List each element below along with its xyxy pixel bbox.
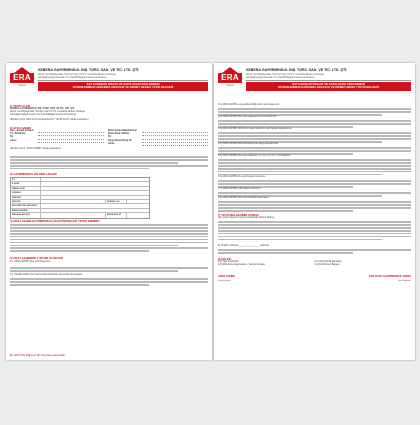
section-property: 3) GAYRİMENKULÜN ÖZELLİKLERİ [10, 172, 57, 176]
clause-6-4: 6.4) ARSA SAHİBİ, ERA tarafından işbu belge kapsamında [218, 143, 278, 145]
owner-field-row: Adres [10, 143, 208, 146]
clause-6-6: 6.6) ARSA SAHİBİ işbu yetki belgesi süresince [218, 176, 266, 178]
clause-6-8: 6.8) ARSA SAHİBİ, ERA Hizmet Bedeli ödemesini [218, 197, 269, 199]
clause-6-5: 6.5) ARSA SAHİBİ işbu yetki belgesinin 4.1, 4.2, 4.3, 4.4, 4.5 maddeleri [218, 155, 291, 157]
clause-6-1: 6.1) ARSA SAHİBİ veya yetkilendirdiği şahıs yetki belgesinin [218, 104, 280, 106]
owner-field-row: İsim - Soyadı (Ünvan) Şirket Adresi/Vekaletli Kişi [10, 130, 208, 133]
header-divider [246, 80, 411, 81]
paragraph-block [218, 248, 411, 255]
table-row: İLÇESİ [11, 182, 149, 186]
company-email: sebera@eragayrimenkul.com www.ERAgayrimenkul.com/sebera [246, 76, 315, 79]
era-logo: ERA Sebera [218, 67, 242, 89]
page-footer: Bu: ERA Ofisi Bağımsız Bir Franchise İşletmesidir [10, 354, 66, 357]
owner-signature-label: ARSA SAHİBİ [218, 275, 235, 278]
document-page-2 [214, 63, 415, 360]
agency-signature-label: ERA KUZU GAYRİMENKUL ADINA [369, 275, 411, 278]
paragraph-block [218, 200, 411, 213]
section-authorized: 1) YETKİ ALAN SEBERA GAYRİMENKUL İNŞ. TURZ. SAN. VE TİC. LTD. ŞTİ. Adres: Cevizlipaşa Mah. Hürriyet Cad. No:7/1 Yenisahra Merkez Çankaya sebera@eragayrimenkul.com www.ERAgayrimenkul.com/sebera (Bundan sonra "ERA Kuzu Gayrimenkul'ün / YETKİ ALAN" olarak anılacaktır.) [10, 104, 89, 121]
attachment-row: 9.3) ERA Kuzu Gayrimenkul - Tanıtım Dosyası 9.4) İmar Durum Belgesi [218, 264, 340, 267]
table-row: İMAR DURUMU [11, 209, 149, 213]
document-page-1 [6, 63, 212, 360]
header-divider [38, 80, 208, 81]
paragraph-block [10, 266, 208, 273]
clause-6-2: 6.2) ARSA SAHİBİ işbu yetki belgesinin konusu taşınmazı [218, 116, 277, 118]
table-row: ADA NO PARSEL NO [11, 200, 149, 204]
company-address: Adres: Cevizlipaşa Mah. Hürriyet Cad. No:7/1 Yenisahra Merkez Çankaya [38, 73, 116, 76]
clause-6-7: 6.7) ARSA SAHİBİ yetki belgesi süresince [218, 188, 261, 190]
owner-signature-field[interactable]: İsim Soyisim: [218, 280, 231, 282]
table-row: ARSA ALANI (M²) ARSA NET M² [11, 213, 149, 217]
paragraph-block [218, 158, 411, 177]
company-address: Adres: Cevizlipaşa Mah. Hürriyet Cad. No:7/1 Yenisahra Merkez Çankaya [246, 73, 324, 76]
page-header [214, 63, 415, 103]
owner-field-row: Adres Vergi Dairesi/Vergi No [10, 140, 208, 143]
document-title: KAT KARŞILIĞI İNŞAAT VE SATIŞ VAADİ SÖZLEŞMESİ DÜZENLENMESİ HAKKINDA ARACILIK VE HİZMET BEDELİ YETKİ BELGESİ [38, 82, 208, 91]
era-logo: ERA Sebera [10, 67, 34, 89]
page-header [6, 63, 212, 103]
section-land-owner: 2) AYKA SAHİBİ İsim - Soyadı (Ünvan) Şirket Adresi/Vekaletli Kişi T.C. Kimlik No Şirket İmza Yetkilisi Tel Tel Adres Vergi Dairesi/Vergi No Adres (Bundan sonra "ARSA SAHİBİ" olarak anılacaktır.) [10, 126, 208, 151]
owner-field-row: T.C. Kimlik No Şirket İmza Yetkilisi [10, 133, 208, 136]
company-email: sebera@eragayrimenkul.com www.ERAgayrimenkul.com/sebera [38, 76, 107, 79]
owner-field-row: Tel Tel [10, 136, 208, 139]
table-row: BULUNDUĞU BÖLGESİ [11, 204, 149, 208]
attachment-row: 9.1) Tapu Fotokopisi 9.2) Vergi Kimlik Numarası [218, 261, 342, 263]
paragraph-block [10, 155, 208, 171]
paragraph-block [218, 131, 411, 144]
paragraph-block [218, 220, 411, 242]
section-attachments: 9) EKLER 9.1) Tapu Fotokopisi 9.2) Vergi Kimlik Numarası 9.3) ERA Kuzu Gayrimenkul - Tanıtım Dosyası 9.4) İmar Durum Belgesi [218, 257, 411, 267]
paragraph-block [10, 223, 208, 253]
paragraph-block [10, 277, 208, 287]
clause-6-3: 6.3) ARSA SAHİBİ, ERA Kuzu Gayrimenkul'ün yetki belgesi kapsamında [218, 128, 292, 130]
company-name: SEBERA GAYRİMENKUL İNŞ. TURZ. SAN. VE TİC. LTD. ŞTİ. [246, 68, 348, 72]
signature-headings [218, 275, 411, 278]
clause-5-2: 5.2. Tarafları ERA Kuzu Gayrimenkul tarafından tanıştırılan arsa payları [10, 274, 83, 276]
table-row: PAFTASI [11, 196, 149, 200]
property-table [10, 177, 150, 219]
section-authorization: 4) ARSA SAHİBİ GAYRİMENKULÜN SATIŞ/İNŞAATI YETKİLENDİRİR [10, 219, 100, 223]
signature-fields [218, 280, 411, 282]
company-name: SEBERA GAYRİMENKUL İNŞ. TURZ. SAN. VE TİC. LTD. ŞTİ. [38, 68, 140, 72]
section-duration: 7) YETKİ BELGESİNİN SÜRESİ İşbu yetki belgesinin süresi imzalandığı tarihten itibaren [218, 213, 275, 219]
document-title: KAT KARŞILIĞI İNŞAAT VE SATIŞ VAADİ SÖZLEŞMESİ DÜZENLENMESİ HAKKINDA ARACILIK VE HİZMET BEDELİ YETKİ BELGESİ [246, 82, 411, 91]
table-row: İLİ [11, 178, 149, 182]
section-owner-obligations: 5) ARSA SAHİBİNİN YÜKÜMLÜLÜKLERİ 5.1. ARSA SAHİBİ, işbu yetki belgesinin [10, 256, 63, 263]
table-row: MAHALLESİ [11, 187, 149, 191]
table-row: SOKAĞI [11, 191, 149, 195]
agency-signature-field[interactable]: İsim Soyisim: [398, 280, 411, 282]
clause-8: 8) Tarafları arasında _____/_____/_____ tarihinde [218, 245, 270, 247]
